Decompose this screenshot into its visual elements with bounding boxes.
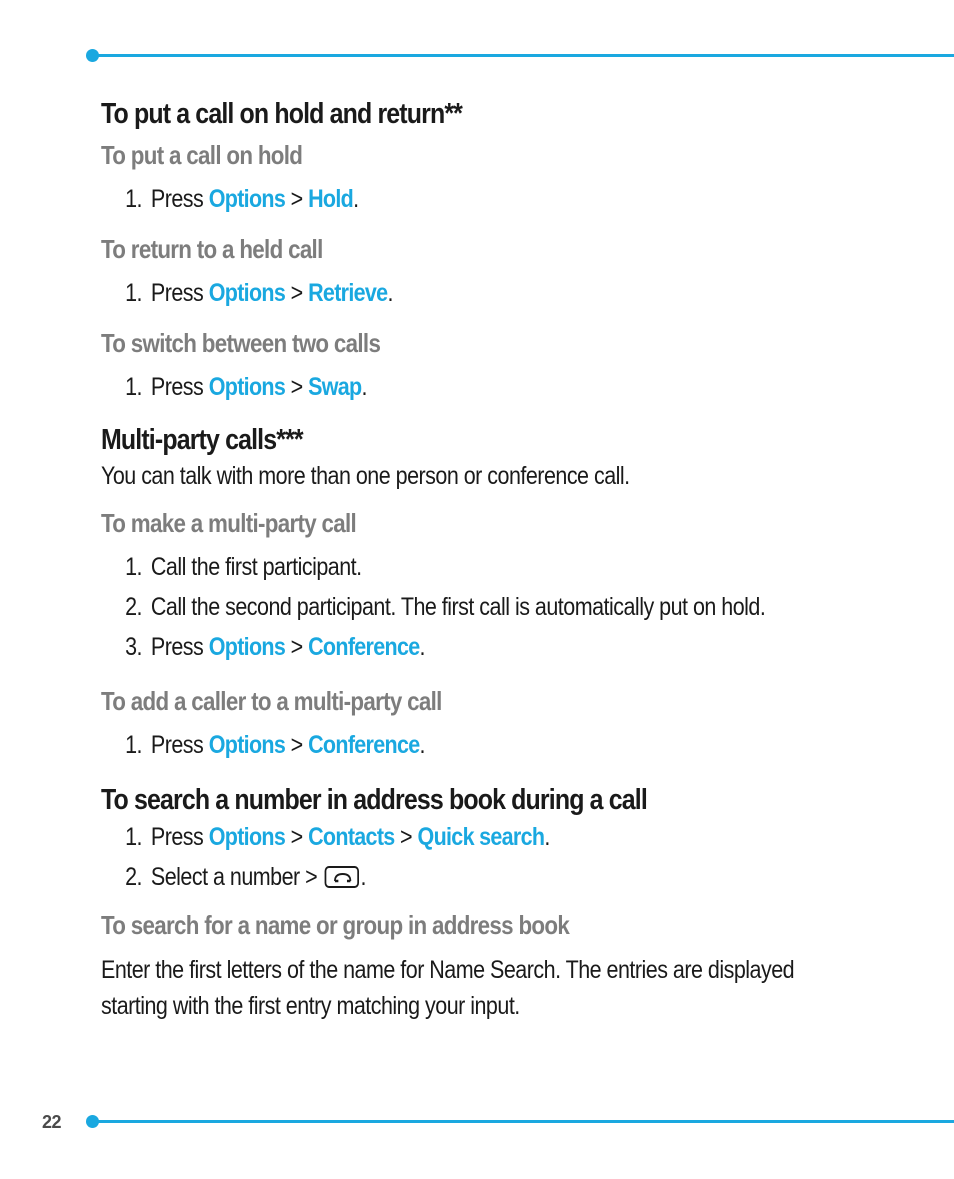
subheading-return: To return to a held call [101,234,323,264]
multiparty-intro: You can talk with more than one person or conference call. [101,462,630,490]
subheading-add-caller: To add a caller to a multi-party call [101,686,442,716]
keyword-options: Options [208,279,286,307]
step-make-multiparty-3: 3. Press Options > Conference. [125,633,425,661]
step-search-1: 1. Press Options > Contacts > Quick search. [125,823,550,851]
heading-hold: To put a call on hold and return** [101,98,463,130]
keyword-conference: Conference [308,633,420,661]
keyword-conference: Conference [308,731,420,759]
keyword-quick-search: Quick search [417,823,545,851]
step-put-on-hold-1: 1. Press Options > Hold. [125,185,359,213]
keyword-options: Options [208,373,286,401]
step-make-multiparty-2: 2. Call the second participant. The first call is automatically put on hold. [125,593,766,621]
step-return-1: 1. Press Options > Retrieve. [125,279,393,307]
keyword-options: Options [208,823,286,851]
bottom-rule [93,1120,954,1123]
call-key-icon [324,866,358,888]
subheading-switch: To switch between two calls [101,328,381,358]
subheading-make-multiparty: To make a multi-party call [101,508,357,538]
step-make-multiparty-1: 1. Call the first participant. [125,553,362,581]
keyword-swap: Swap [308,373,362,401]
keyword-options: Options [208,185,286,213]
step-search-2: 2. Select a number > . [125,863,366,891]
keyword-options: Options [208,731,286,759]
heading-multiparty: Multi-party calls*** [101,424,303,456]
subheading-search-name-group: To search for a name or group in address book [101,910,570,940]
subheading-put-on-hold: To put a call on hold [101,140,303,170]
search-name-line-1: Enter the first letters of the name for Name Search. The entries are displayed [101,956,795,984]
keyword-options: Options [208,633,286,661]
keyword-retrieve: Retrieve [308,279,388,307]
search-name-line-2: starting with the first entry matching your input. [101,992,520,1020]
keyword-hold: Hold [308,185,354,213]
top-rule [93,54,954,57]
step-switch-1: 1. Press Options > Swap. [125,373,367,401]
keyword-contacts: Contacts [308,823,395,851]
step-add-caller-1: 1. Press Options > Conference. [125,731,425,759]
page-content [101,96,795,1024]
bottom-rule-dot [86,1115,99,1128]
heading-search-number: To search a number in address book during a call [101,784,647,816]
page-number: 22 [42,1112,62,1132]
top-rule-dot [86,49,99,62]
